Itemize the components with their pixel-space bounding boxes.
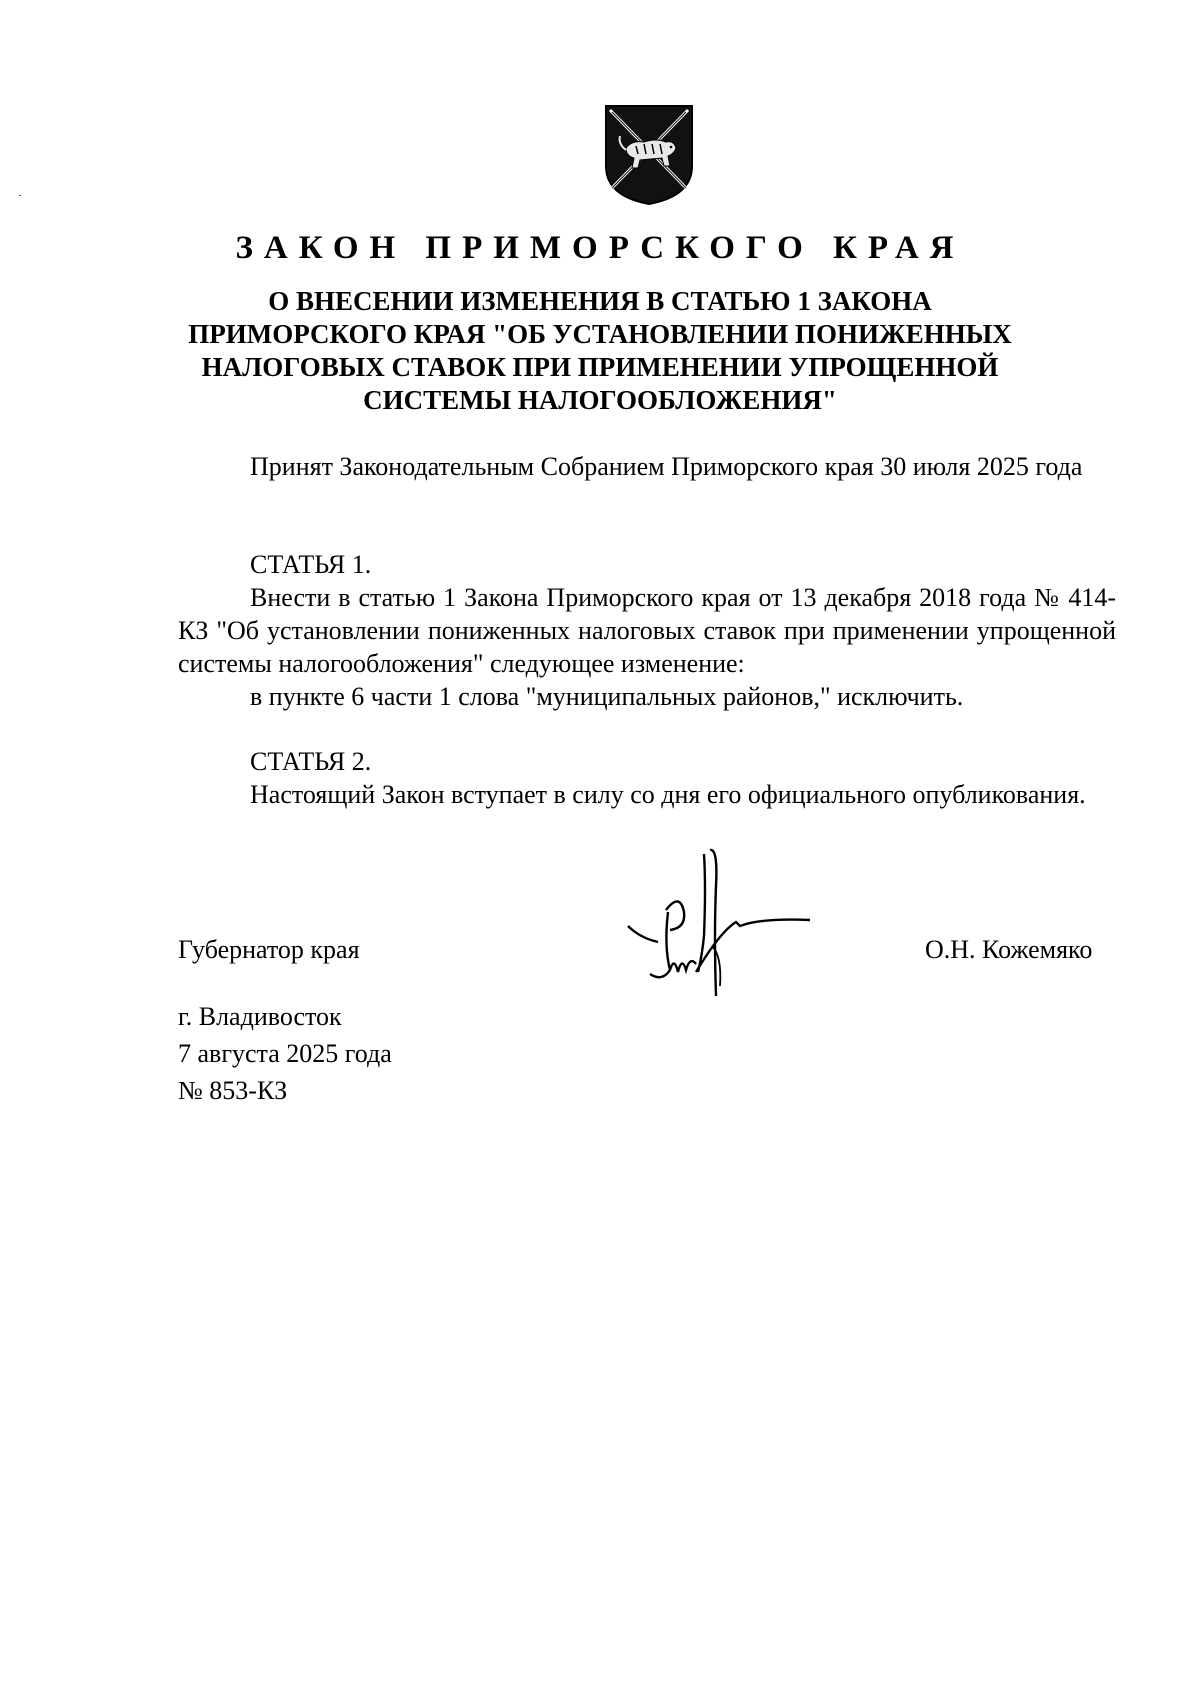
law-number: № 853-КЗ xyxy=(178,1076,288,1105)
coat-of-arms-emblem xyxy=(604,104,694,206)
document-footer xyxy=(178,998,392,1109)
article-2-heading: СТАТЬЯ 2. xyxy=(250,747,372,776)
document-subtitle xyxy=(150,285,1050,417)
article-1-item: в пункте 6 части 1 слова "муниципальных районов," исключить. xyxy=(250,682,964,711)
subtitle-line: ПРИМОРСКОГО КРАЯ "ОБ УСТАНОВЛЕНИИ ПОНИЖЕННЫХ xyxy=(188,319,1012,349)
article-2-text: Настоящий Закон вступает в силу со дня его официального опубликования. xyxy=(250,780,1086,809)
subtitle-line: СИСТЕМЫ НАЛОГООБЛОЖЕНИЯ" xyxy=(363,385,837,415)
signatory-position: Губернатор края xyxy=(178,935,360,964)
scan-speck xyxy=(19,195,21,196)
place-of-signing: г. Владивосток xyxy=(178,1002,342,1031)
subtitle-line: О ВНЕСЕНИИ ИЗМЕНЕНИЯ В СТАТЬЮ 1 ЗАКОНА xyxy=(268,286,932,316)
subtitle-line: НАЛОГОВЫХ СТАВОК ПРИ ПРИМЕНЕНИИ УПРОЩЕННОЙ xyxy=(201,352,999,382)
handwritten-signature xyxy=(620,846,820,1016)
signing-date: 7 августа 2025 года xyxy=(178,1039,392,1068)
adoption-note: Принят Законодательным Собранием Приморского края 30 июля 2025 года xyxy=(250,452,1083,481)
signatory-name: О.Н. Кожемяко xyxy=(925,935,1093,964)
document-title: ЗАКОН ПРИМОРСКОГО КРАЯ xyxy=(235,230,965,266)
article-1-heading: СТАТЬЯ 1. xyxy=(250,550,372,579)
article-1-text: Внести в статью 1 Закона Приморского края от 13 декабря 2018 года № 414-КЗ "Об установлении пониженных налоговых ставок при применении упрощенной системы налогообложения" следующее изменение: xyxy=(178,583,1116,678)
